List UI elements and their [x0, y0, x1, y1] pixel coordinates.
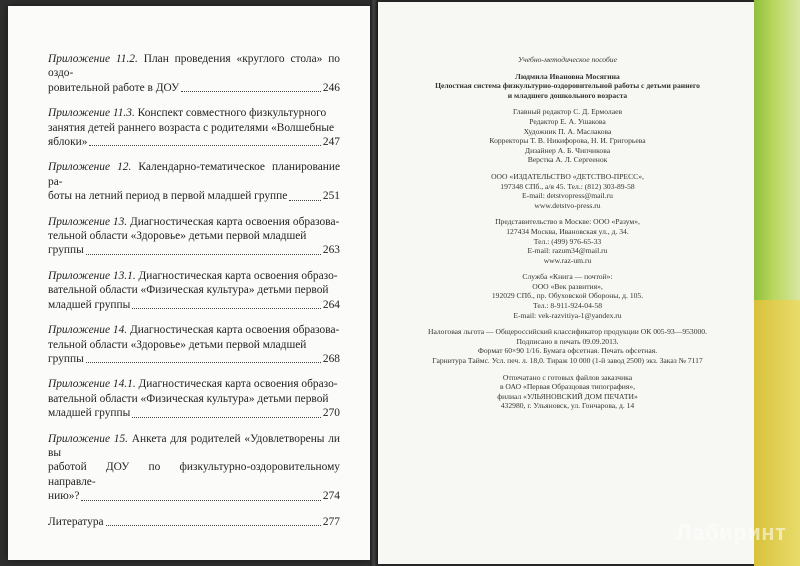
- toc-entry-text: Литература: [48, 515, 104, 528]
- toc-page-number: 264: [322, 298, 340, 311]
- toc-entry-text: ровительной работе в ДОУ: [48, 81, 180, 94]
- toc-entry-text: тельной области «Здоровье» детьми первой младшей: [48, 338, 307, 351]
- toc-page-number: 246: [322, 81, 340, 94]
- mail-line: Служба «Книга — почтой»:: [522, 272, 613, 282]
- toc-leader-dots: [289, 200, 321, 201]
- toc-entry: [48, 377, 340, 420]
- toc-entry-text: Диагностическая карта освоения образова-: [127, 215, 340, 228]
- toc-entry: [48, 52, 340, 95]
- toc-entry-text: группы: [48, 244, 84, 257]
- print-details: [395, 327, 740, 365]
- moscow-line: Представительство в Москве: ООО «Разум»,: [495, 217, 640, 227]
- book-title-line2: и младшего дошкольного возраста: [507, 90, 628, 100]
- mail-line: 192029 СПб., пр. Обуховской Обороны, д. 105.: [491, 291, 644, 301]
- spine: [370, 0, 378, 566]
- toc-leader-dots: [86, 362, 321, 363]
- toc-entry-number: Приложение 13.: [48, 215, 128, 228]
- mail-service-info: [395, 272, 740, 320]
- toc-entry-number: Приложение 11.3.: [48, 107, 135, 120]
- print-detail-line: Формат 60×90 1/16. Бумага офсетная. Печать офсетная.: [477, 346, 658, 356]
- moscow-office-info: [395, 217, 740, 265]
- toc-entry-number: Приложение 14.1.: [48, 378, 136, 391]
- toc-page-number: 274: [322, 490, 340, 503]
- toc-entry: [48, 515, 340, 529]
- toc-entry-number: Приложение 14.: [48, 324, 128, 337]
- toc-entry: [48, 432, 340, 504]
- credits-list: [395, 107, 740, 165]
- imprint-block: [395, 55, 740, 418]
- moscow-line: 127434 Москва, Ивановская ул., д. 34.: [506, 226, 629, 236]
- publisher-info: [395, 172, 740, 210]
- toc-entry-text: вательной области «Физическая культура» детьми первой: [48, 392, 329, 405]
- credit-line: Верстка А. Л. Сергеенок: [527, 155, 608, 165]
- publisher-line: ООО «ИЗДАТЕЛЬСТВО «ДЕТСТВО-ПРЕСС»,: [491, 171, 644, 181]
- toc-entry-text: группы: [48, 352, 84, 365]
- credit-line: Корректоры Т. В. Никифорова, Н. И. Григорьева: [489, 136, 646, 146]
- toc-entry-text: работой ДОУ по физкультурно-оздоровительному направле-: [48, 461, 340, 488]
- print-detail-line: Налоговая льгота — Общероссийский классификатор продукции ОК 005-93—953000.: [427, 327, 708, 337]
- toc-leader-dots: [89, 145, 320, 146]
- book-title-line1: Целостная система физкультурно-оздоровительной работы с детьми раннего: [435, 81, 700, 91]
- toc-entry-text: боты на летний период в первой младшей группе: [48, 190, 288, 203]
- mail-line: ООО «Век развития»,: [532, 281, 603, 291]
- toc-entry-text: занятия детей раннего возраста с родителями «Волшебные: [48, 121, 335, 134]
- toc-leader-dots: [81, 500, 320, 501]
- toc-entry: [48, 269, 340, 312]
- moscow-line: E-mail: razum34@mail.ru: [527, 246, 608, 256]
- toc-entry-text: Диагностическая карта освоения образо-: [135, 269, 338, 282]
- toc-entry-text: яблоки»: [48, 136, 88, 149]
- toc-page-number: 268: [322, 352, 340, 365]
- toc-entry-text: вательной области «Физическая культура» детьми первой: [48, 284, 329, 297]
- toc-entry-number: Приложение 15.: [48, 432, 129, 445]
- toc-leader-dots: [181, 91, 321, 92]
- toc-entry: [48, 106, 340, 149]
- printing-line: филиал «УЛЬЯНОВСКИЙ ДОМ ПЕЧАТИ»: [497, 391, 638, 401]
- printing-line: Отпечатано с готовых файлов заказчика: [502, 372, 633, 382]
- publisher-line: 197348 СПб., а/я 45. Тел.: (812) 303-89-58: [500, 181, 635, 191]
- toc-leader-dots: [106, 525, 321, 526]
- toc-entry-text: нию»?: [48, 490, 80, 503]
- print-detail-line: Подписано в печать 09.09.2013.: [516, 336, 619, 346]
- credit-line: Главный редактор С. Д. Ермолаев: [512, 107, 623, 117]
- publisher-line: E-mail: detstvopress@mail.ru: [522, 191, 613, 201]
- toc-entry-text: Диагностическая карта освоения образо-: [135, 378, 338, 391]
- printing-line: в ОАО «Первая Образцовая типография»,: [499, 382, 636, 392]
- credit-line: Художник П. А. Маслакова: [523, 126, 612, 136]
- moscow-line: Тел.: (499) 976-65-33: [533, 236, 602, 246]
- toc-entry: [48, 160, 340, 203]
- moscow-line: www.raz-um.ru: [543, 255, 592, 265]
- table-of-contents: [48, 52, 340, 540]
- mail-line: Тел.: 8-911-924-04-58: [532, 301, 602, 311]
- toc-entry: [48, 215, 340, 258]
- toc-entry-text: Диагностическая карта освоения образова-: [127, 324, 340, 337]
- toc-leader-dots: [86, 254, 321, 255]
- labirint-watermark: Лабиринт: [676, 520, 787, 545]
- credit-line: Дизайнер А. Б. Чипчикова: [524, 145, 611, 155]
- mail-line: E-mail: vek-razvitiya-1@yandex.ru: [513, 310, 622, 320]
- toc-entry-text: План проведения «круглого стола» по оздо-: [48, 53, 340, 80]
- toc-page-number: 263: [322, 244, 340, 257]
- toc-page-number: 270: [322, 407, 340, 420]
- toc-entry-text: младшей группы: [48, 298, 131, 311]
- genre-label: Учебно-методическое пособие: [518, 55, 617, 64]
- printing-house-info: [395, 373, 740, 411]
- toc-page-number: 251: [322, 190, 340, 203]
- toc-entry-number: Приложение 12.: [48, 161, 132, 174]
- toc-entry-text: Конспект совместного физкультурного: [134, 107, 327, 120]
- toc-entry-number: Приложение 11.2.: [48, 53, 138, 65]
- toc-entry-number: Приложение 13.1.: [48, 269, 136, 282]
- author-name: Людмила Ивановна Мосягина: [515, 71, 620, 81]
- toc-page-number: 247: [322, 136, 340, 149]
- print-detail-line: Гарнитура Таймс. Усл. печ. л. 18,0. Тираж 10 000 (1-й завод 2500) экз. Заказ № 7117: [432, 356, 703, 366]
- toc-entry-text: младшей группы: [48, 407, 131, 420]
- toc-page-number: 277: [322, 515, 340, 528]
- toc-leader-dots: [132, 308, 321, 309]
- toc-entry-text: Календарно-тематическое планирование ра-: [48, 161, 340, 188]
- toc-entry-text: тельной области «Здоровье» детьми первой младшей: [48, 230, 307, 243]
- printing-line: 432980, г. Ульяновск, ул. Гончарова, д. 14: [500, 401, 635, 411]
- credit-line: Редактор Е. А. Ушакова: [529, 116, 606, 126]
- toc-entry-text: Анкета для родителей «Удовлетворены ли вы: [48, 432, 340, 459]
- toc-leader-dots: [132, 417, 321, 418]
- publisher-line: www.detstvo-press.ru: [534, 200, 601, 210]
- toc-entry: [48, 323, 340, 366]
